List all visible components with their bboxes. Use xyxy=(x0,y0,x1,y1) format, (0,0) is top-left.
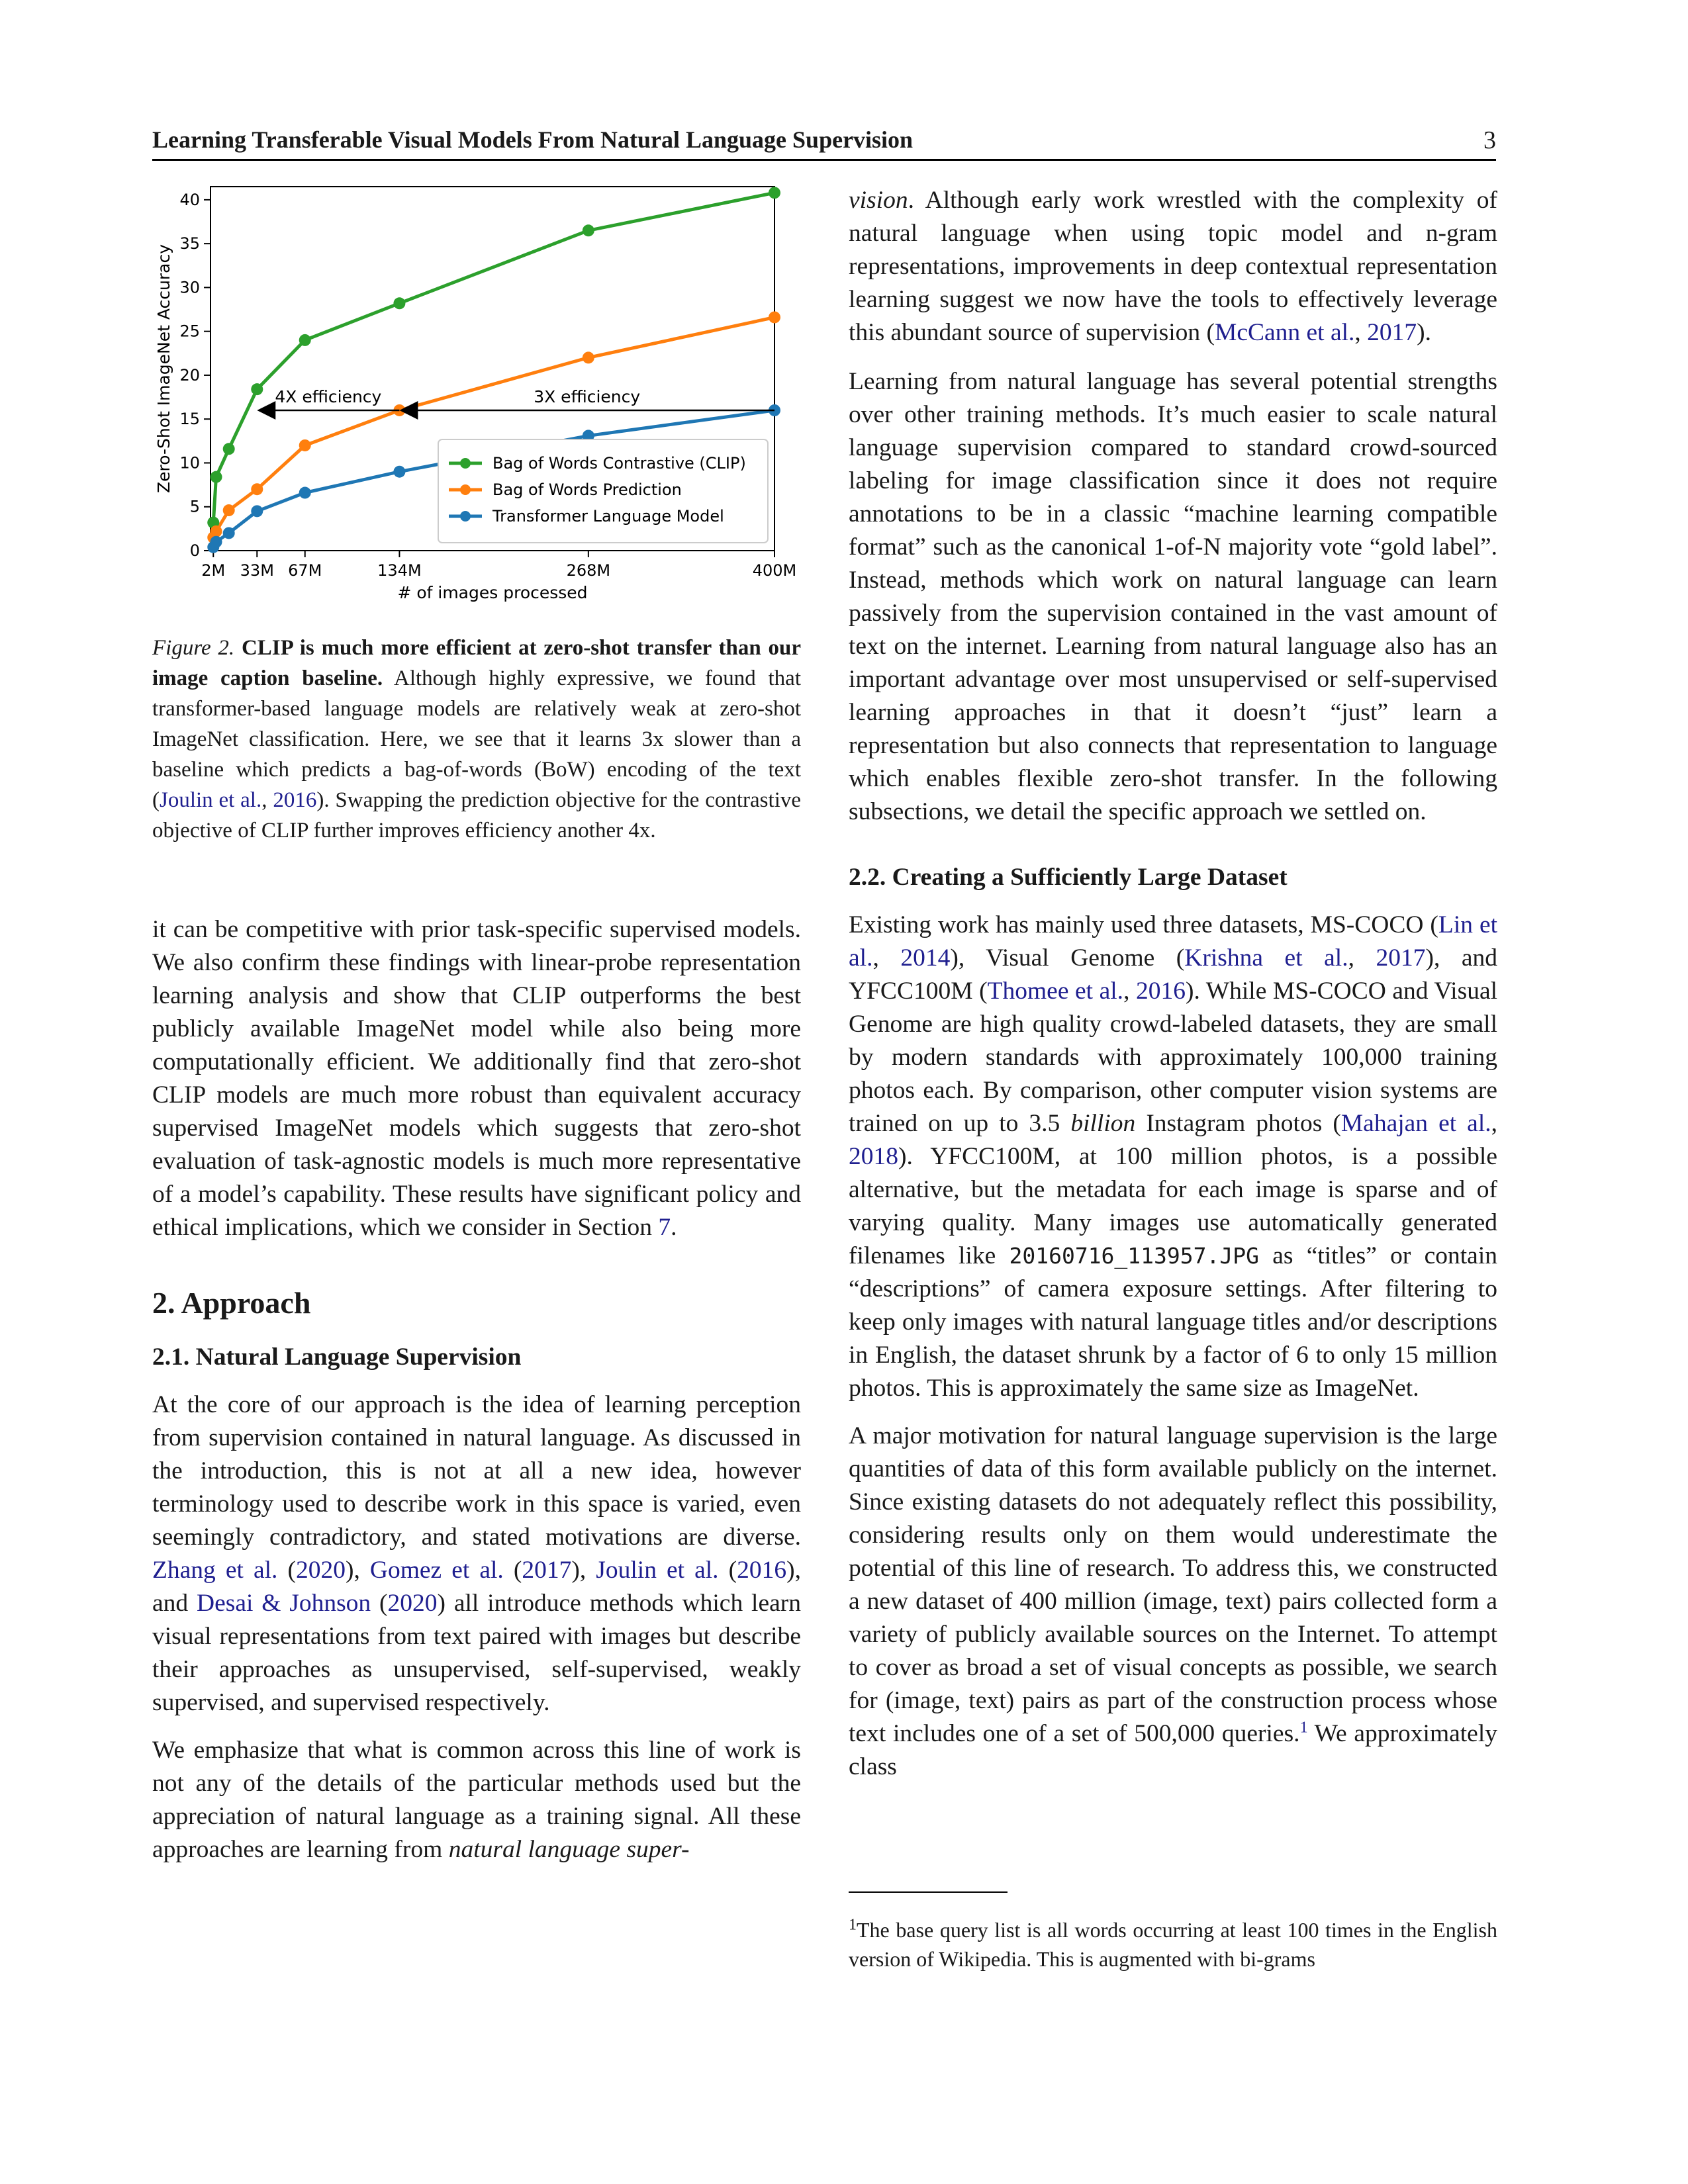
y-tick-label: 15 xyxy=(179,410,200,429)
footnote-divider xyxy=(849,1891,1008,1893)
citation-link[interactable]: Gomez et al. xyxy=(369,1557,504,1584)
citation-link[interactable]: 2017 xyxy=(1376,944,1426,972)
x-tick-label: 67M xyxy=(288,561,322,580)
y-tick-label: 35 xyxy=(179,234,200,253)
data-point xyxy=(251,505,263,517)
citation-link[interactable]: Joulin et al. xyxy=(160,788,262,812)
y-tick-label: 20 xyxy=(179,365,200,385)
subsection-heading: 2.2. Creating a Sufficiently Large Dataset xyxy=(849,864,1288,891)
citation-link[interactable]: 2016 xyxy=(1136,978,1186,1005)
legend-marker xyxy=(460,511,471,522)
y-axis-label: Zero-Shot ImageNet Accuracy xyxy=(154,244,173,494)
annotation-arrowhead xyxy=(399,401,418,420)
body-paragraph: We emphasize that what is common across this line of work is not any of the details of the particular methods used but the appreciation of natural language as a training signal. All these approaches are learning from natural language super- xyxy=(152,1737,801,1863)
data-point xyxy=(393,297,405,309)
data-point xyxy=(583,224,594,236)
annotation-label: 3X efficiency xyxy=(534,387,641,406)
figure-caption-bold: CLIP is much more efficient at zero-shot transfer than our image caption baseline. xyxy=(152,636,801,690)
data-point xyxy=(251,383,263,395)
citation-link[interactable]: 2014 xyxy=(900,944,951,972)
citation-link[interactable]: 2018 xyxy=(849,1143,898,1170)
body-paragraph: Existing work has mainly used three datasets, MS-COCO (Lin et al., 2014), Visual Genome (Krishna et al., 2017), and YFCC100M (Thomee et al., 2016). While MS-COCO and Visual Genome are high quality crowd-labeled datasets, they are small by modern standards with approximately 100,000 training photos each. By comparison, other computer vision systems are trained on up to 3.5 billion Instagram photos (Mahajan et al., 2018). YFCC100M, at 100 million photos, is a possible alternative, but the metadata for each image is sparse and of varying quality. Many images use automatically generated filenames like 20160716_113957.JPG as “titles” or contain “descriptions” of camera exposure settings. After filtering to keep only images with natural language titles and/or descriptions in English, the dataset shrunk by a factor of 6 to only 15 million photos. This is approximately the same size as ImageNet. xyxy=(849,911,1498,1402)
data-point xyxy=(211,525,222,537)
section-heading: 2. Approach xyxy=(152,1286,311,1320)
data-point xyxy=(211,536,222,548)
citation-link[interactable]: McCann et al. xyxy=(1215,319,1355,346)
body-paragraph: it can be competitive with prior task-specific supervised models. We also confirm these findings with linear-probe representation learning analysis and show that CLIP outperforms the best publicly available ImageNet model while also being more computationally efficient. We additionally find that zero-shot CLIP models are much more robust than equivalent accuracy supervised ImageNet models which suggests that zero-shot evaluation of task-agnostic models is much more representative of a model’s capability. These results have significant policy and ethical implications, which we consider in Section 7. xyxy=(152,916,801,1241)
zero-shot-efficiency-chart xyxy=(152,172,814,609)
data-point xyxy=(393,466,405,478)
citation-link[interactable]: 2016 xyxy=(737,1557,787,1584)
citation-link[interactable]: Krishna et al. xyxy=(1184,944,1348,972)
citation-link[interactable]: 2016 xyxy=(273,788,317,812)
data-point xyxy=(223,504,235,516)
legend-label: Bag of Words Prediction xyxy=(492,480,682,499)
figure-caption: Figure 2. CLIP is much more efficient at zero-shot transfer than our image caption baseline. Although highly expressive, we found that transformer-based language models are relatively weak at zero-shot ImageNet classification. Here, we see that it learns 3x slower than a baseline which predicts a bag-of-words (BoW) encoding of the text (Joulin et al., 2016). Swapping the prediction objective for the contrastive objective of CLIP further improves efficiency another 4x. xyxy=(152,636,802,842)
citation-link[interactable]: Joulin et al. xyxy=(596,1557,719,1584)
page-number: 3 xyxy=(1483,126,1496,154)
right-column xyxy=(849,184,1497,1784)
running-title: Learning Transferable Visual Models From Natural Language Supervision xyxy=(152,126,914,153)
figure-caption-text: Although highly expressive, we found that transformer-based language models are relatively weak at zero-shot ImageNet classification. Here, we see that it learns 3x slower than a baseline which predicts a bag-of-words (BoW) encoding of the text ( xyxy=(152,666,801,812)
data-point xyxy=(769,311,780,323)
data-point xyxy=(223,527,235,539)
citation-link[interactable]: 2020 xyxy=(387,1590,438,1617)
x-tick-label: 400M xyxy=(752,561,797,580)
citation-link[interactable]: 2020 xyxy=(295,1557,346,1584)
legend-label: Transformer Language Model xyxy=(492,507,724,525)
x-tick-label: 268M xyxy=(566,561,611,580)
left-column xyxy=(152,172,801,1866)
citation-link[interactable]: Thomee et al. xyxy=(987,978,1124,1005)
body-paragraph: Learning from natural language has several potential strengths over other training methods. It’s much easier to scale natural language supervision compared to standard crowd-sourced labeling for image classification since it does not require annotations to be in a classic “machine learning compatible format” such as the canonical 1-of-N majority vote “gold label”. Instead, methods which work on natural language can learn passively from the supervision contained in the vast amount of text on the internet. Learning from natural language also has an important advantage over most unsupervised or self-supervised learning approaches in that it doesn’t “just” learn a representation but also connects that representation to language which enables flexible zero-shot transfer. In the following subsections, we detail the specific approach we settled on. xyxy=(849,368,1497,825)
body-paragraph: A major motivation for natural language supervision is the large quantities of data of this form available publicly on the internet. Since existing datasets do not adequately reflect this possibility, considering results only on them would underestimate the potential of this line of research. To address this, we constructed a new dataset of 400 million (image, text) pairs collected form a variety of publicly available sources on the Internet. To attempt to cover as broad a set of visual concepts as possible, we search for (image, text) pairs as part of the construction process whose text includes one of a set of 500,000 queries.$^1$ We approximately class xyxy=(849,1422,1497,1780)
running-header xyxy=(152,126,1496,161)
footnote: $^1$The base query list is all words occurring at least 100 times in the English version of Wikipedia. This is augmented with bi-grams xyxy=(849,1916,1497,1971)
data-point xyxy=(211,471,222,483)
data-point xyxy=(299,334,311,346)
legend-label: Bag of Words Contrastive (CLIP) xyxy=(492,454,746,473)
figure-label: Figure 2. xyxy=(152,636,235,660)
legend-marker xyxy=(460,458,471,469)
x-tick-label: 2M xyxy=(201,561,226,580)
data-point xyxy=(769,187,780,199)
citation-link[interactable]: Zhang et al. xyxy=(152,1557,278,1584)
y-tick-label: 10 xyxy=(179,453,200,473)
footnote-marker[interactable]: 1 xyxy=(1299,1719,1308,1737)
citation-link[interactable]: 2017 xyxy=(522,1557,572,1584)
y-tick-label: 25 xyxy=(179,322,200,341)
annotation-arrowhead xyxy=(257,401,275,420)
body-paragraph: At the core of our approach is the idea of learning perception from supervision contained in natural language. As discussed in the introduction, this is not at all a new idea, however terminology used to describe work in this space is varied, even seemingly contradictory, and stated motivations are diverse. Zhang et al. (2020), Gomez et al. (2017), Joulin et al. (2016), and Desai & Johnson (2020) all introduce methods which learn visual representations from text paired with images but describe their approaches as unsupervised, self-supervised, weakly supervised, and supervised respectively. xyxy=(152,1391,801,1716)
y-tick-label: 40 xyxy=(179,190,200,209)
y-tick-label: 30 xyxy=(179,278,200,297)
x-tick-label: 33M xyxy=(240,561,274,580)
data-point xyxy=(299,487,311,499)
data-point xyxy=(583,351,594,363)
citation-link[interactable]: Lin et al. xyxy=(849,911,1498,972)
data-point xyxy=(299,439,311,451)
legend-marker xyxy=(460,484,471,495)
citation-link[interactable]: Mahajan et al. xyxy=(1340,1110,1491,1137)
y-tick-label: 5 xyxy=(189,497,200,516)
annotation-label: 4X efficiency xyxy=(275,387,382,406)
subsection-heading: 2.1. Natural Language Supervision xyxy=(152,1343,522,1371)
data-point xyxy=(251,483,263,495)
citation-link[interactable]: 2017 xyxy=(1367,319,1417,346)
x-tick-label: 134M xyxy=(377,561,422,580)
section-ref-link[interactable]: 7 xyxy=(658,1214,671,1241)
body-paragraph: vision. Although early work wrestled with the complexity of natural language when using topic model and n-gram representations, improvements in deep contextual representation learning suggest we now have the tools to effectively leverage this abundant source of supervision (McCann et al., 2017). xyxy=(849,187,1497,346)
data-point xyxy=(223,443,235,455)
y-tick-label: 0 xyxy=(189,541,200,560)
citation-link[interactable]: Desai & Johnson xyxy=(197,1590,371,1617)
filename-example: 20160716_113957.JPG xyxy=(1009,1243,1259,1269)
x-axis-label: # of images processed xyxy=(397,583,588,602)
